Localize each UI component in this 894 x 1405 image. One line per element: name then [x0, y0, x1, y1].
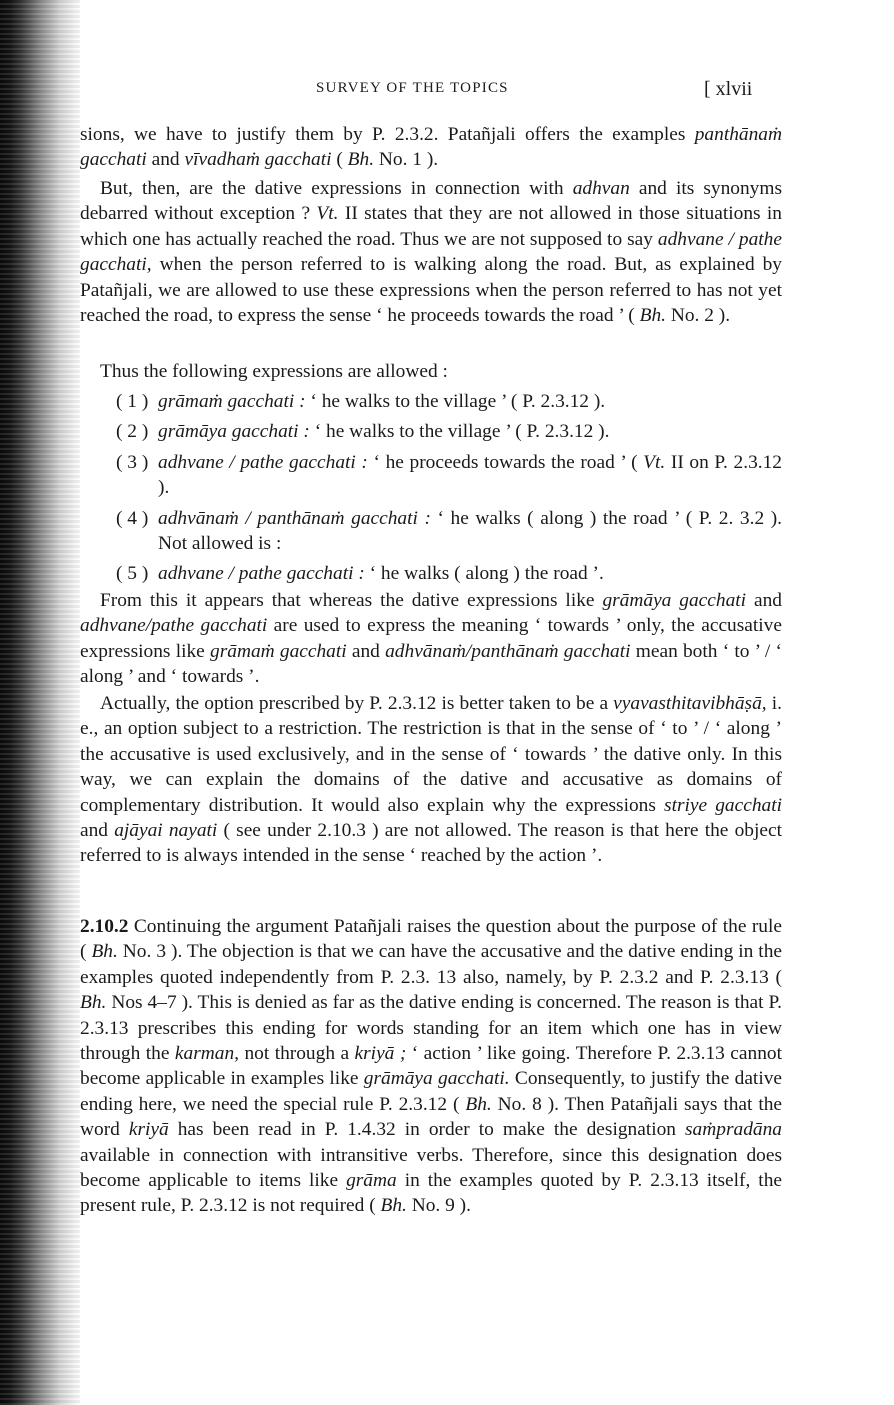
italic-abbrev: Bh. — [91, 941, 118, 963]
italic-term: adhvane / pathe gacchati : — [158, 563, 365, 585]
text-run: and — [146, 149, 185, 171]
list-item — [80, 389, 782, 414]
italic-term: adhvānaṁ/panthānaṁ gacchati — [385, 640, 631, 662]
italic-term: striye gacchati — [664, 794, 782, 816]
text-run: mean both ‘ to ’ / ‘ along ’ and ‘ towards ’. — [80, 640, 782, 688]
italic-abbrev: Bh. — [639, 305, 666, 327]
paragraph-block-3 — [80, 359, 782, 384]
italic-term: vīvadhaṁ gacchati — [184, 149, 332, 171]
italic-term: ajāyai nayati — [114, 820, 218, 842]
text-run: has been read in P. 1.4.32 in order to make the designation — [168, 1119, 686, 1141]
list-number: ( 4 ) — [116, 507, 149, 529]
text-run: are used to express the meaning ‘ towards ’ only, the accusative expressions like — [80, 615, 782, 662]
list-number: ( 1 ) — [116, 391, 149, 412]
italic-term: vyavasthitavibhāṣā, — [613, 693, 767, 714]
text-run: ( see under 2.10.3 ) are not allowed. The reason is that here the object referred to is always intended in the sense ‘ reached by the action ’. — [80, 820, 782, 867]
paragraph-2 — [80, 176, 782, 328]
paragraph-block-4 — [80, 588, 782, 690]
italic-term: grāmāya gacchati — [602, 590, 747, 611]
text-run: in the examples quoted by P. 2.3.13 itself, the present rule, P. 2.3.12 is not required ( — [80, 1170, 782, 1217]
text-run: i. e., an option subject to a restriction. The restriction is that in the sense of ‘ to ’ / ‘ along ’ the accusative is used exclusively, and in the sense of ‘ towards ’ the dative only. In this way, we can explain the domains of the dative and accusative as domains of complementary distribution. It would also explain why the expressions — [80, 693, 782, 816]
running-title: SURVEY OF THE TOPICS — [316, 80, 509, 96]
list-item — [80, 419, 782, 444]
section-2-10-2 — [80, 914, 782, 1219]
italic-abbrev: Bh. — [347, 149, 375, 171]
list-item — [80, 506, 782, 557]
italic-term: adhvane / pathe gacchati, — [80, 228, 782, 276]
text-run: ‘ he proceeds towards the road ’ ( — [367, 451, 644, 473]
paragraph-block-2 — [80, 176, 782, 328]
italic-term: adhvane/pathe gacchati — [80, 615, 268, 637]
text-run: ‘ he walks ( along ) the road ’. — [364, 563, 604, 585]
text-run: ‘ he walks to the village ’ ( P. 2.3.12 ). — [309, 421, 610, 443]
italic-term: karman, — [174, 1043, 240, 1065]
italic-term: grāmāya gacchati : — [158, 421, 310, 443]
text-run: and — [746, 590, 782, 611]
text-run: not through a — [239, 1043, 355, 1065]
text-run: and — [80, 820, 115, 842]
text-run: and — [346, 640, 386, 662]
italic-term: kriyā — [128, 1119, 169, 1141]
section-number: 2.10.2 — [80, 916, 129, 937]
text-run: No. 3 ). The objection is that we can have the accusative and the dative ending in the examples quoted independently from P. 2.3. 13 also, namely, by P. 2.3.2 and P. 2.3.13 ( — [80, 941, 782, 988]
italic-term: grāmaṁ gacchati : — [158, 391, 306, 412]
list-number: ( 2 ) — [116, 421, 149, 443]
text-run: But, then, are the dative expressions in connection with — [100, 178, 573, 199]
text-run: Actually, the option prescribed by P. 2.3.12 is better taken to be a — [100, 693, 614, 714]
italic-abbrev: Bh. — [380, 1195, 407, 1217]
paragraph-continuation — [80, 122, 782, 173]
paragraph-3: Thus the following expressions are allowed : — [100, 361, 448, 382]
text-run: II on P. 2.3.12 ). — [158, 451, 782, 499]
italic-abbrev: Vt. — [643, 451, 666, 473]
paragraph-4 — [80, 588, 782, 690]
text-run: ‘ he walks to the village ’ ( P. 2.3.12 ). — [305, 391, 606, 412]
page-number: [ xlvii — [704, 78, 753, 100]
text-run: when the person referred to is walking along the road. But, as explained by Patañjali, we are allowed to use these expressions when the person referred to has not yet reached the road, to express the sense ‘ he proceeds towards the road ’ ( — [80, 254, 782, 327]
italic-abbrev: Bh. — [80, 992, 107, 1014]
text-run: and its synonyms debarred without exception ? — [80, 178, 782, 225]
text-run: No. 8 ). Then Patañjali says that the word — [80, 1093, 783, 1141]
italic-term: adhvānaṁ / panthānaṁ gacchati : — [158, 507, 431, 529]
italic-term: grāmaṁ gacchati — [210, 640, 347, 662]
italic-abbrev: Bh. — [465, 1093, 492, 1115]
list-number: ( 3 ) — [116, 451, 149, 473]
list-number: ( 5 ) — [116, 563, 149, 585]
text-run: II states that they are not allowed in those situations in which one has actually reached the road. Thus we are not supposed to say — [80, 203, 782, 250]
italic-term: panthānaṁ gacchati — [80, 124, 782, 171]
text-run: ‘ action ’ like going. Therefore P. 2.3.13 cannot become applicable in examples like — [80, 1043, 782, 1090]
text-run: Consequently, to justify the dative ending here, we need the special rule P. 2.3.12 ( — [80, 1068, 783, 1115]
list-item — [80, 561, 782, 586]
text-run: No. 1 ). — [374, 149, 439, 171]
example-list — [80, 389, 782, 592]
paragraph-1 — [80, 122, 782, 173]
italic-term: grāmāya gacchati. — [363, 1068, 510, 1090]
examples-list — [80, 389, 782, 587]
italic-term: kriyā ; — [354, 1043, 407, 1065]
italic-term: saṁpradāna — [685, 1119, 782, 1141]
text-run: No. 9 ). — [406, 1195, 471, 1217]
text-run: ( — [331, 149, 348, 171]
running-head — [0, 78, 894, 102]
text-run: available in connection with intransitive verbs. Therefore, since this designation does become applicable to items like — [80, 1144, 782, 1192]
text-run: From this it appears that whereas the dative expressions like — [100, 590, 603, 611]
text-run: Nos 4–7 ). This is denied as far as the dative ending is concerned. The reason is that P. 2.3.13 prescribes this ending for words standing for an item which one has in view through the — [80, 992, 782, 1065]
text-run: ‘ he walks ( along ) the road ’ ( P. 2. 3.2 ). Not allowed is : — [158, 507, 783, 555]
list-item — [80, 450, 782, 501]
italic-term: adhvane / pathe gacchati : — [158, 451, 368, 473]
text-run: sions, we have to justify them by P. 2.3.2. Patañjali offers the examples — [80, 124, 695, 145]
italic-abbrev: Vt. — [316, 203, 339, 225]
scan-binding-shadow — [0, 0, 80, 1405]
italic-term: adhvan — [572, 178, 630, 199]
text-run: Continuing the argument Patañjali raises the question about the purpose of the rule ( — [80, 916, 782, 963]
text-run: No. 2 ). — [665, 305, 731, 327]
paragraph-5 — [80, 691, 782, 869]
paragraph-block-5 — [80, 691, 782, 869]
paragraph-6 — [80, 914, 782, 1219]
italic-term: grāma — [346, 1170, 397, 1192]
